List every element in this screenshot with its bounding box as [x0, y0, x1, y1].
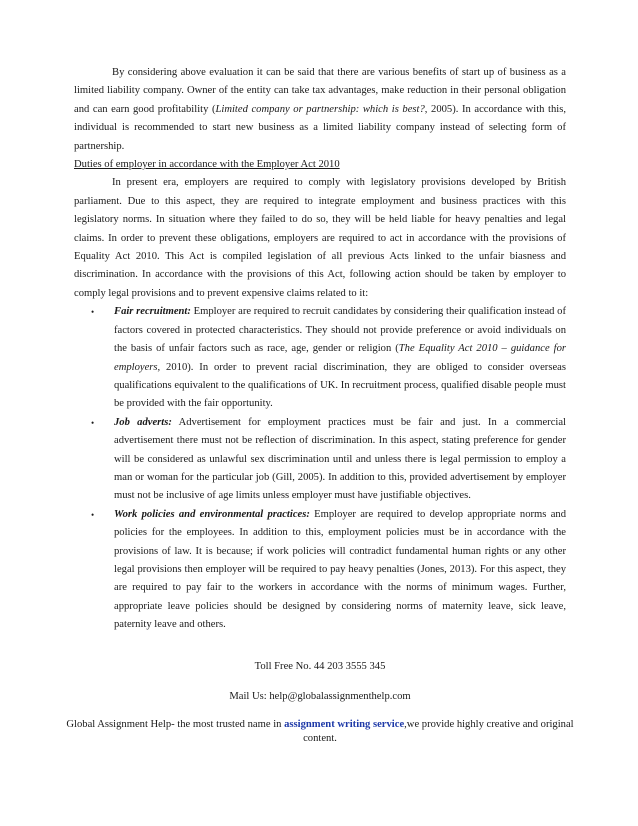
section-heading: Duties of employer in accordance with the Employer Act 2010 [74, 159, 340, 171]
body-paragraph: In present era, employers are required to comply with legislatory provisions developed by British parliament. Due to this aspect, they are required to integrate employment and business practices with this legislatory norms. In situation where they failed to do so, they will be held liable for heavy penalties and legal claims. In order to prevent these obligations, employers are required to act in accordance with the provisions of Equality Act 2010. This Act is compiled legislation of all previous Acts linked to the unfair biasness and discrimination. In accordance with the provisions of this Act, following action should be taken by employer to comply legal provisions and to prevent expensive claims related to it: [74, 177, 566, 299]
list-item-body-end: 2010). In order to prevent racial discrimination, they are obliged to consider overseas qualifications equivalent to the qualifications of UK. In recruitment process, qualified disable people must be provided with the fair opportunity. [114, 361, 566, 410]
assignment-writing-service-link[interactable]: assignment writing service [284, 719, 405, 730]
tagline-text-end: ,we provide highly creative and original content. [303, 719, 574, 744]
document-body [74, 64, 566, 635]
bullet-icon: • [91, 307, 95, 318]
footer-tagline [60, 718, 580, 746]
list-item [74, 303, 566, 413]
list-item-term: Work policies and environmental practices: [114, 508, 310, 520]
footer [60, 660, 580, 746]
list-item-text [114, 303, 566, 413]
list-item-citation: The Equality Act 2010 – guidance for employers, [114, 343, 566, 373]
bullet-list [74, 303, 566, 634]
list-item-body: Employer are required to develop appropriate norms and policies for the employees. In addition to this, employment policies must be in accordance with the provisions of law. It is because; if work policies will contradict fundamental human rights or any other legal provisions then employer will be required to pay heavy penalties (Jones, 2013). For this aspect, they are required to pay fair to the workers in accordance with the norms of minimum wages. Further, appropriate leave policies should be designed by considering norms of maternity leave, sick leave, paternity leave and others. [114, 508, 566, 631]
tagline-text: Global Assignment Help- the most trusted name in [66, 719, 285, 730]
list-item-term: Fair recruitment: [114, 306, 191, 318]
footer-phone: Toll Free No. 44 203 3555 345 [254, 661, 386, 672]
intro-text: By considering above evaluation it can be said that there are various benefits of start up of business as a limited liability company. Owner of the entity can take tax advantages, make reduction in their personal obligation and can earn good profitability ( [74, 67, 566, 115]
bullet-icon: • [91, 417, 95, 428]
intro-paragraph [74, 64, 566, 156]
list-item-body: Advertisement for employment practices must be fair and just. In a commercial advertisement there must not be reflection of discrimination. In this aspect, stating preference for gender will be considered as unlawful sex discrimination until and unless there is legal permission to employ a man or woman for the particular job (Gill, 2005). In addition to this, provided advertisement by employer must not be inclusive of age limits unless employer must have justifiable objectives. [114, 416, 566, 502]
list-item [74, 506, 566, 635]
list-item-text [114, 414, 566, 506]
list-item-text [114, 506, 566, 635]
footer-mail: Mail Us: help@globalassignmenthelp.com [229, 691, 411, 702]
list-item [74, 414, 566, 506]
list-item-body: Employer are required to recruit candidates by considering their qualification instead of factors covered in protected characteristics. They should not provide preference or avoid individuals on the basis of unfair factors such as race, age, gender or religion ( [114, 306, 566, 355]
intro-text-end: , 2005). In accordance with this, individual is recommended to start new business as a limited liability company instead of selecting form of partnership. [74, 103, 566, 152]
list-item-term: Job adverts: [114, 416, 172, 428]
intro-citation: Limited company or partnership: which is best? [215, 103, 425, 115]
bullet-icon: • [91, 509, 95, 520]
